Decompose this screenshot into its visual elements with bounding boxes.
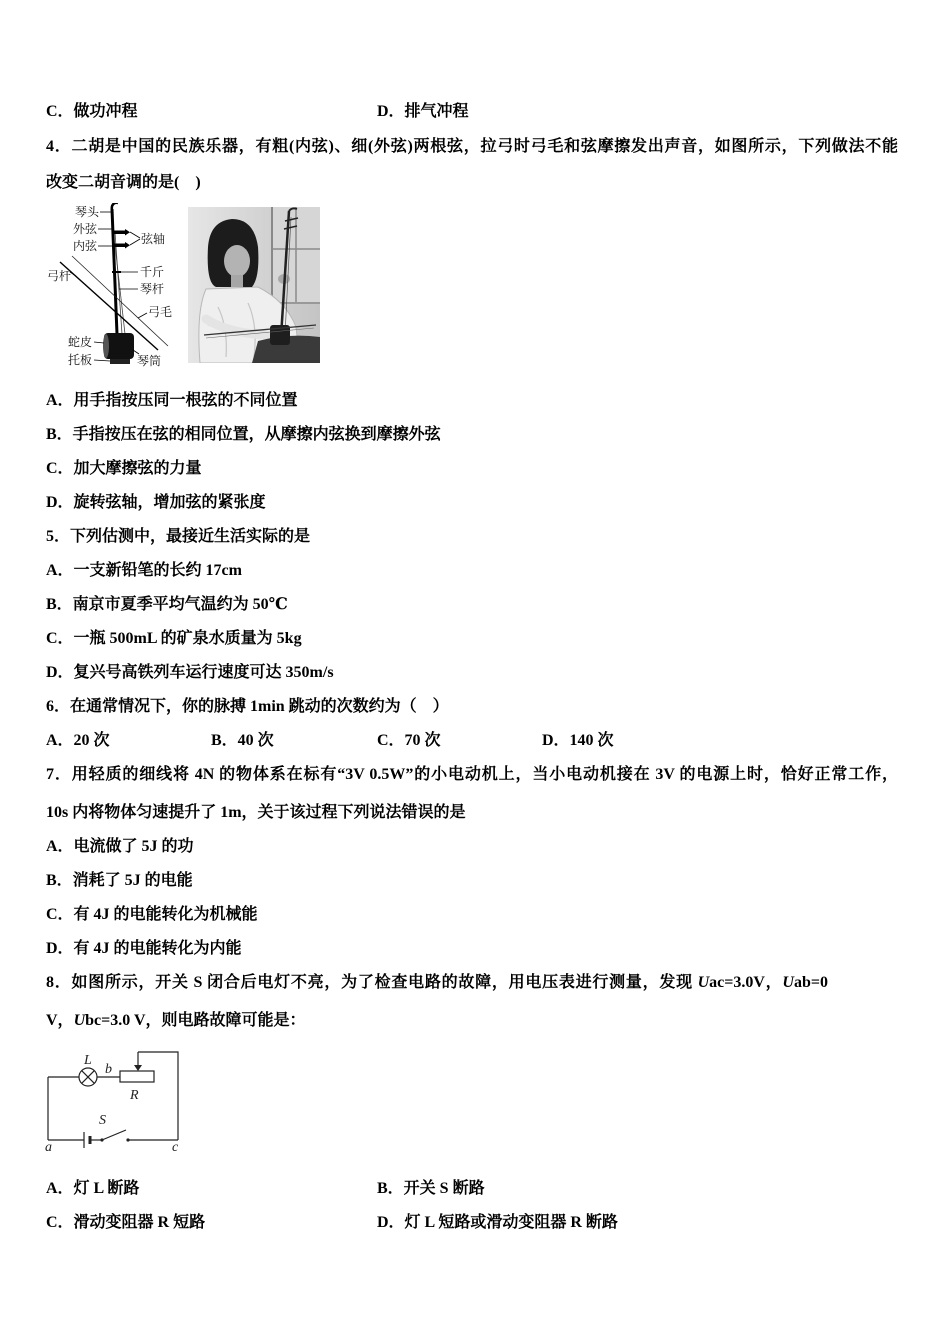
q6-option-d: D．140 次: [542, 732, 614, 749]
q8-option-d: D．灯 L 短路或滑动变阻器 R 断路: [377, 1214, 618, 1231]
switch-contact: [126, 1138, 129, 1141]
q8-symbol-u-bc: U: [73, 1012, 86, 1029]
q8-stem-text-5: bc=3.0 V，则电路故障可能是：: [85, 1012, 306, 1029]
q8-option-a: A．灯 L 断路: [46, 1180, 140, 1197]
q7-stem-line1: 7．用轻质的细线将 4N 的物体系在标有“3V 0.5W”的小电动机上，当小电动机接在 3V 的电源上时，恰好正常工作，: [46, 766, 898, 783]
q3-option-c: C．做功冲程: [46, 103, 138, 120]
circuit-label-point-c: c: [172, 1140, 179, 1154]
q8-option-b: B．开关 S 断路: [377, 1180, 485, 1197]
erhu-base: [110, 359, 130, 364]
q6-option-c: C．70 次: [377, 732, 441, 749]
label-qintou: 琴头: [75, 205, 100, 219]
switch-pivot: [100, 1138, 103, 1141]
rheostat-slider-arrow: [134, 1065, 142, 1071]
q5-option-a: A．一支新铅笔的长约 17cm: [46, 562, 242, 579]
q8-symbol-u-ac: U: [697, 974, 710, 991]
label-xianzhou: 弦轴: [141, 232, 166, 246]
label-gonggan: 弓杆: [47, 269, 72, 283]
leader-xianzhou-upper: [130, 232, 140, 238]
leader-xianzhou-lower: [130, 239, 140, 245]
label-gongmao: 弓毛: [148, 305, 173, 319]
switch-blade: [102, 1130, 126, 1140]
q8-stem-line1: [46, 973, 828, 993]
circuit-diagram: [44, 1046, 186, 1154]
q4-stem-line2: 改变二胡音调的是( ): [46, 174, 201, 191]
circuit-label-resistor: R: [130, 1088, 139, 1103]
erhu-peg-lower: [113, 244, 125, 248]
q5-option-d: D．复兴号高铁列车运行速度可达 350m/s: [46, 664, 334, 681]
circuit-label-lamp: L: [84, 1053, 92, 1068]
label-qintong: 琴筒: [137, 354, 162, 368]
q4-stem-line1: 4．二胡是中国的民族乐器，有粗(内弦)、细(外弦)两根弦，拉弓时弓毛和弦摩擦发出声音，如图所示，下列做法不能: [46, 138, 898, 155]
q5-stem: 5．下列估测中，最接近生活实际的是: [46, 528, 311, 545]
q7-option-b: B．消耗了 5J 的电能: [46, 872, 193, 889]
q4-option-d: D．旋转弦轴，增加弦的紧张度: [46, 494, 266, 511]
leader-tuoban: [94, 360, 110, 361]
label-qianjin: 千斤: [140, 265, 165, 279]
erhu-peg-upper-tip: [125, 229, 130, 236]
q5-option-c: C．一瓶 500mL 的矿泉水质量为 5kg: [46, 630, 302, 647]
q8-stem-line2: [46, 1011, 306, 1031]
rheostat-resistor: [120, 1071, 154, 1082]
q3-option-d: D．排气冲程: [377, 103, 469, 120]
q8-symbol-u-ab: U: [782, 974, 794, 991]
q6-option-b: B．40 次: [211, 732, 274, 749]
erhu-head-scroll: [112, 203, 118, 210]
circuit-label-point-b: b: [105, 1062, 112, 1077]
erhu-player-photo: [188, 207, 320, 363]
q4-option-a: A．用手指按压同一根弦的不同位置: [46, 392, 298, 409]
photo-girl-neck: [231, 275, 243, 287]
q7-option-a: A．电流做了 5J 的功: [46, 838, 194, 855]
q8-stem-text-1: 8．如图所示，开关 S 闭合后电灯不亮，为了检查电路的故障，用电压表进行测量，发现: [46, 974, 698, 991]
q8-stem-text-4: V，: [46, 1012, 74, 1029]
label-shepi: 蛇皮: [68, 335, 93, 349]
q6-stem: 6．在通常情况下，你的脉搏 1min 跳动的次数约为（ ）: [46, 698, 449, 715]
q8-option-c: C．滑动变阻器 R 短路: [46, 1214, 206, 1231]
q7-option-c: C．有 4J 的电能转化为机械能: [46, 906, 258, 923]
q4-option-b: B．手指按压在弦的相同位置，从摩擦内弦换到摩擦外弦: [46, 426, 441, 443]
q6-option-a: A．20 次: [46, 732, 110, 749]
q7-option-d: D．有 4J 的电能转化为内能: [46, 940, 242, 957]
circuit-label-point-a: a: [45, 1140, 52, 1154]
erhu-peg-upper: [113, 231, 125, 235]
q7-stem-line2: 10s 内将物体匀速提升了 1m，关于该过程下列说法错误的是: [46, 804, 466, 821]
leader-shepi: [94, 342, 104, 343]
q8-stem-text-3: ab=0: [793, 974, 828, 991]
photo-girl-face: [224, 245, 250, 277]
q8-stem-text-2: ac=3.0V，: [709, 974, 783, 991]
circuit-label-switch: S: [99, 1113, 106, 1128]
q5-option-b: B．南京市夏季平均气温约为 50℃: [46, 596, 288, 613]
erhu-diagram: [46, 203, 180, 371]
label-neixian: 内弦: [73, 239, 98, 253]
label-qingan: 琴杆: [140, 282, 165, 296]
q4-option-c: C．加大摩擦弦的力量: [46, 460, 202, 477]
wire-right-side: [138, 1052, 178, 1140]
erhu-peg-lower-tip: [125, 242, 130, 249]
erhu-snakeskin: [103, 334, 109, 358]
label-tuoban: 托板: [68, 353, 93, 367]
leader-gongmao: [138, 313, 147, 318]
label-waixian: 外弦: [73, 222, 98, 236]
